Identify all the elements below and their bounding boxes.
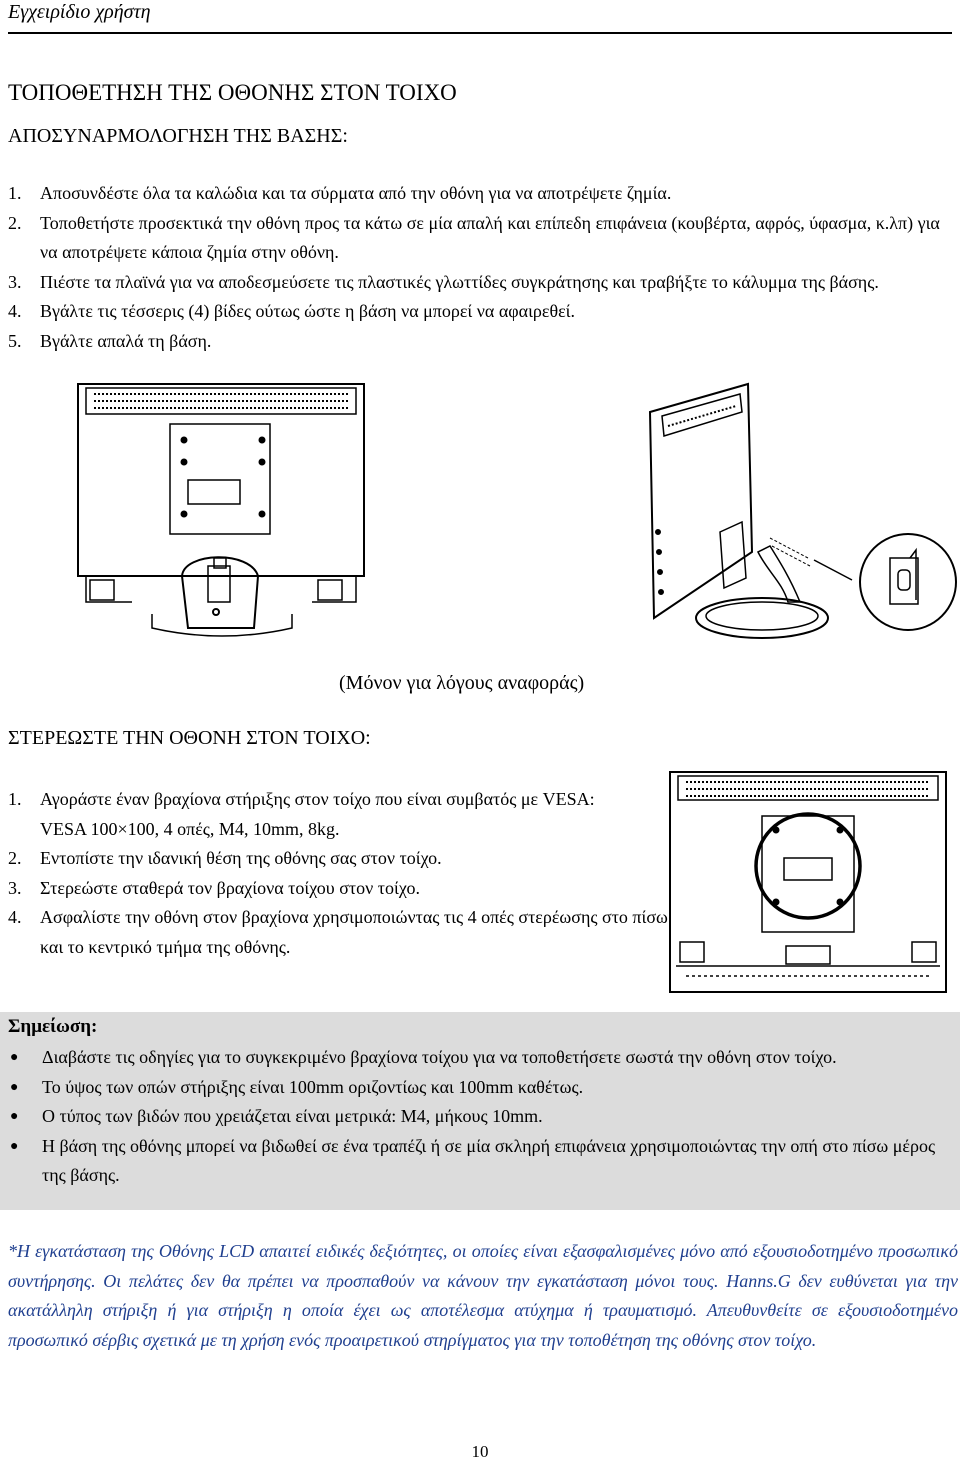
- bullet-icon: ●: [10, 1079, 19, 1095]
- mount-step: VESA 100×100, 4 οπές, M4, 10mm, 8kg.: [40, 818, 340, 839]
- mount-step: 2. Εντοπίστε την ιδανική θέση της οθόνης σας στον τοίχο.: [8, 848, 442, 869]
- header-divider: [8, 32, 952, 34]
- removal-step: 4. Βγάλτε τις τέσσερις (4) βίδες ούτως ώστε η βάση να μπορεί να αφαιρεθεί.: [8, 301, 575, 322]
- removal-step: 1. Αποσυνδέστε όλα τα καλώδια και τα σύρματα από την οθόνη για να αποτρέψετε ζημία.: [8, 183, 672, 203]
- monitor-rear-vesa-illustration: [666, 770, 952, 998]
- monitor-rear-with-stand-illustration: [72, 382, 372, 644]
- removal-step: 3. Πιέστε τα πλαϊνά για να αποδεσμεύσετε τις πλαστικές γλωττίδες συγκράτησης και τραβήξτε το κάλυμμα της βάσης.: [8, 271, 879, 292]
- wall-mount-steps-list: [8, 785, 668, 963]
- reference-only-note: (Μόνον για λόγους αναφοράς): [339, 672, 585, 694]
- installation-disclaimer: *Η εγκατάσταση της Οθόνης LCD απαιτεί ειδικές δεξιότητες, οι οποίες είναι εξασφαλισμένες μόνο από εξουσιοδοτημένο προσωπικό συντήρησης. Οι πελάτες δεν θα πρέπει να προσπαθούν να κάνουν την εγκατάσταση μόνοι τους. Hanns.G δεν ευθύνεται για την ακατάλληλη στήριξη ή για στήριξη η οποία έχει ως αποτέλεσμα ατύχημα ή τραυματισμό. Απευθυνθείτε σε εξουσιοδοτημένο προσωπικό σέρβις σχετικά με τη χρήση ενός προαιρετικού στηρίγματος για την τοποθέτηση της οθόνης στον τοίχο.: [8, 1241, 958, 1350]
- mount-step: 1. Αγοράστε έναν βραχίονα στήριξης στον τοίχο που είναι συμβατός με VESA:: [8, 789, 595, 809]
- section-subtitle: ΑΠΟΣΥΝΑΡΜΟΛΟΓΗΣΗ ΤΗΣ ΒΑΣΗΣ:: [8, 125, 348, 147]
- mount-step: 3. Στερεώστε σταθερά τον βραχίονα τοίχου στον τοίχο.: [8, 877, 420, 898]
- monitor-side-angle-illustration: [640, 382, 958, 644]
- note-item: ● Η βάση της οθόνης μπορεί να βιδωθεί σε ένα τραπέζι ή σε μία σκληρή επιφάνεια χρησιμοποιώντας την οπή στο πίσω μέρος της βάσης.: [8, 1132, 958, 1191]
- page-number: 10: [471, 1442, 489, 1461]
- bullet-icon: ●: [10, 1050, 19, 1065]
- mount-step: 4. Ασφαλίστε την οθόνη στον βραχίονα χρησιμοποιώντας τις 4 οπές στερέωσης στο πίσω και το κεντρικό τμήμα της οθόνης.: [8, 907, 668, 957]
- bullet-icon: ●: [10, 1109, 19, 1125]
- note-item: ● Ο τύπος των βιδών που χρειάζεται είναι μετρικά: M4, μήκους 10mm.: [8, 1102, 958, 1132]
- wall-mount-title: ΣΤΕΡΕΩΣΤΕ ΤΗΝ ΟΘΟΝΗ ΣΤΟΝ ΤΟΙΧΟ:: [8, 727, 371, 749]
- note-item: ● Διαβάστε τις οδηγίες για το συγκεκριμένο βραχίονα τοίχου για να τοποθετήσετε σωστά την οθόνη στον τοίχο.: [8, 1043, 958, 1073]
- removal-step: 2. Τοποθετήστε προσεκτικά την οθόνη προς τα κάτω σε μία απαλή και επίπεδη επιφάνεια (κουβέρτα, αφρός, ύφασμα, κ.λπ) για να αποτρέψετε κάποια ζημία στην οθόνη.: [8, 212, 940, 263]
- manual-header-title: Εγχειρίδιο χρήστη: [8, 1, 151, 23]
- removal-steps-list: [8, 179, 952, 357]
- note-item: ● Το ύψος των οπών στήριξης είναι 100mm οριζοντίως και 100mm καθέτως.: [8, 1073, 958, 1103]
- section-title: ΤΟΠΟΘΕΤΗΣΗ ΤΗΣ ΟΘΟΝΗΣ ΣΤΟΝ ΤΟΙΧΟ: [8, 80, 457, 105]
- bullet-icon: ●: [10, 1138, 19, 1154]
- note-bullet-list: [8, 1043, 958, 1191]
- removal-step: 5. Βγάλτε απαλά τη βάση.: [8, 330, 212, 351]
- note-title: Σημείωση:: [8, 1016, 98, 1037]
